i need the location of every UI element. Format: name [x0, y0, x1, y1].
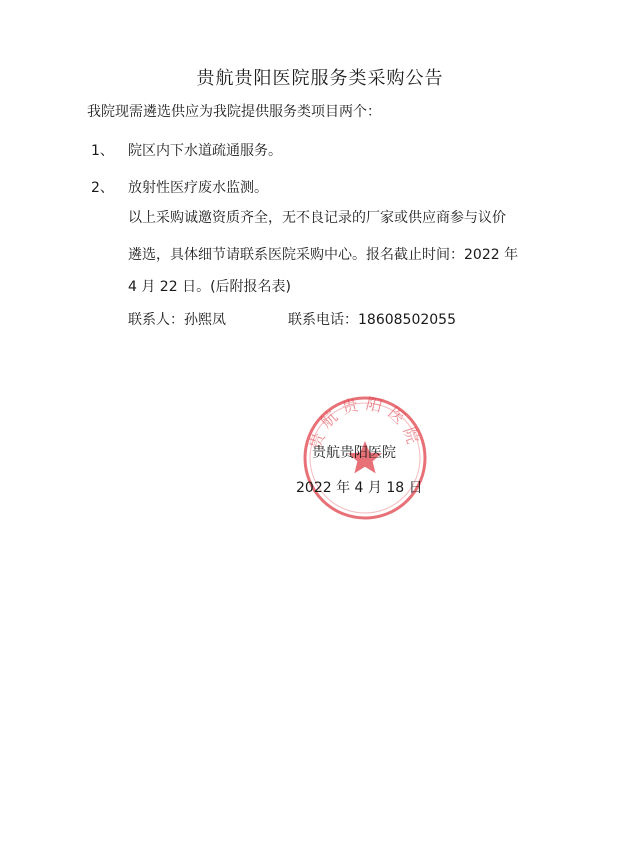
- contact-phone: 联系电话：18608502055: [288, 312, 456, 328]
- signature-date: 2022 年 4 月 18 日: [296, 480, 423, 496]
- item-text-1: 院区内下水道疏通服务。: [128, 143, 282, 159]
- contact-person: 联系人：孙熙凤: [128, 312, 226, 328]
- paragraph-line-2: 遴选，具体细节请联系医院采购中心。报名截止时间：2022 年: [128, 247, 519, 263]
- item-number-1: 1、: [91, 143, 114, 159]
- stamp-arc-text: 贵航贵阳医院: [305, 393, 425, 452]
- paragraph-line-1: 以上采购诚邀资质齐全，无不良记录的厂家或供应商参与议价: [128, 210, 506, 226]
- item-text-2: 放射性医疗废水监测。: [128, 180, 268, 196]
- intro-text: 我院现需遴选供应为我院提供服务类项目两个：: [87, 104, 381, 120]
- signature-organization: 贵航贵阳医院: [312, 445, 396, 461]
- item-number-2: 2、: [91, 180, 114, 196]
- paragraph-line-3: 4 月 22 日。(后附报名表): [128, 279, 291, 295]
- document-title: 贵航贵阳医院服务类采购公告: [196, 68, 444, 89]
